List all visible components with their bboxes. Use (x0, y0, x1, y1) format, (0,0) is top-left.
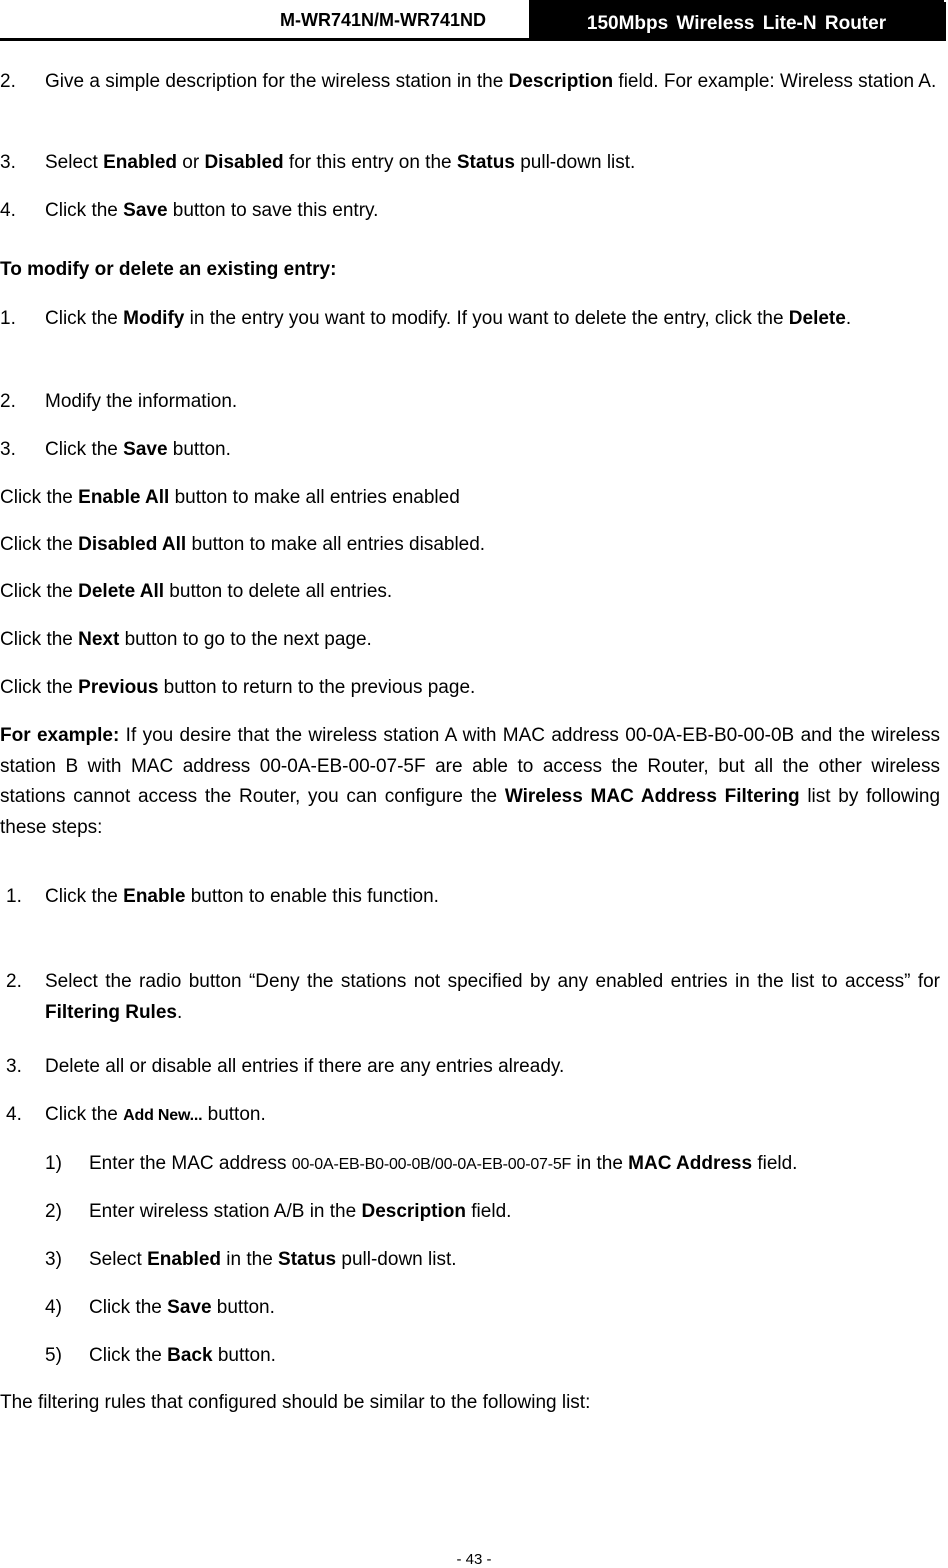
substep-number: 5) (45, 1345, 62, 1366)
text-run: Enter the MAC address (89, 1153, 292, 1174)
text-run: button to save this entry. (167, 200, 379, 221)
bold-term: For example: (0, 725, 120, 746)
text-run: Click the (89, 1297, 168, 1318)
bold-term: Disabled (204, 152, 284, 173)
bold-term: Enable (123, 886, 186, 907)
bold-term: Enable All (78, 487, 170, 508)
instruction-line (0, 482, 940, 513)
header-rule (0, 38, 946, 41)
text-run: field. (466, 1201, 512, 1222)
bold-term: Back (167, 1345, 213, 1366)
bold-term: Wireless MAC Address Filtering (504, 786, 800, 807)
substep-number: 2) (45, 1201, 62, 1222)
text-run: If you desire that the wireless station A with MAC address 00-0A-EB-B0-00-0B and the wireless station B with MAC address 00-0A-EB-00-07-5F are able to access the Router, but all the other wireless stations cannot access the Router, you can configure the (0, 725, 940, 807)
substep-number: 1) (45, 1153, 62, 1174)
text-run: Click the (0, 487, 79, 508)
text-run: in the (221, 1249, 279, 1270)
instruction-line (0, 576, 940, 607)
bold-term: Save (123, 439, 168, 460)
text-run: Click the (45, 200, 124, 221)
step-number: 1. (0, 308, 16, 329)
text-run: button to delete all entries. (164, 581, 393, 602)
text-run: in the (571, 1153, 629, 1174)
text-run: . (176, 1002, 183, 1023)
text-run: Select the radio button “Deny the stations not specified by any enabled entries in the list to access” for (45, 971, 940, 992)
text-run: list by following these steps: (0, 786, 941, 838)
substep-text (89, 1340, 940, 1371)
text-run: button. (167, 439, 231, 460)
step-text (45, 195, 940, 226)
step-text (45, 966, 940, 1028)
text-run: Click the (45, 1104, 124, 1125)
step-text (45, 1051, 940, 1082)
text-run: for this entry on the (283, 152, 457, 173)
text-run: Delete all or disable all entries if there are any entries already. (45, 1056, 565, 1077)
substep-text (89, 1292, 940, 1323)
bold-term: Filtering Rules (45, 1002, 177, 1023)
bold-term: Disabled All (78, 534, 187, 555)
bold-term: Delete All (78, 581, 165, 602)
bold-term: Description (361, 1201, 466, 1222)
text-run: Click the (45, 308, 124, 329)
bold-term: Delete (788, 308, 846, 329)
step-text (45, 147, 940, 178)
text-run: Select (45, 152, 104, 173)
substep-text (89, 1148, 940, 1180)
product-name: 150Mbps Wireless Lite-N Router (529, 0, 944, 39)
bold-term: Enabled (103, 152, 177, 173)
bold-term: Previous (78, 677, 159, 698)
text-run: in the entry you want to modify. If you want to delete the entry, click the (184, 308, 789, 329)
step-text (45, 66, 940, 97)
bold-term: Modify (123, 308, 185, 329)
bold-term: Status (456, 152, 515, 173)
text-run: Click the (0, 581, 79, 602)
bold-term: Enabled (147, 1249, 221, 1270)
instruction-line (0, 672, 940, 703)
text-run: pull-down list. (514, 152, 636, 173)
text-run: Click the (45, 439, 124, 460)
bold-term: Status (278, 1249, 337, 1270)
mac-address-value: 00-0A-EB-B0-00-0B/00-0A-EB-00-07-5F (291, 1156, 572, 1173)
text-run: Click the (0, 534, 79, 555)
text-run: button. (202, 1104, 266, 1125)
text-run: Click the (89, 1345, 168, 1366)
button-label-term: Add New... (123, 1107, 203, 1124)
text-run: pull-down list. (336, 1249, 457, 1270)
step-number: 1. (6, 886, 22, 907)
model-name: M-WR741N/M-WR741ND (279, 10, 486, 30)
page-number: - 43 - (456, 1551, 492, 1568)
text-run: Enter wireless station A/B in the (89, 1201, 362, 1222)
text-run: Give a simple description for the wireless station in the (45, 71, 509, 92)
step-text (45, 386, 940, 417)
text-run: Click the (0, 629, 79, 650)
step-text (45, 434, 940, 465)
text-run: button to go to the next page. (119, 629, 372, 650)
substep-text (89, 1196, 940, 1227)
section-heading: To modify or delete an existing entry: (0, 259, 337, 280)
text-run: button to make all entries enabled (169, 487, 460, 508)
example-paragraph (0, 721, 940, 843)
step-text (45, 1099, 940, 1131)
closing-paragraph: The filtering rules that configured should be similar to the following list: (0, 1392, 591, 1413)
substep-text (89, 1244, 940, 1275)
text-run: button to make all entries disabled. (186, 534, 486, 555)
text-run: Modify the information. (45, 391, 238, 412)
step-number: 4. (6, 1104, 22, 1125)
bold-term: Next (78, 629, 120, 650)
bold-term: MAC Address (628, 1153, 753, 1174)
text-run: . (845, 308, 852, 329)
instruction-line (0, 624, 940, 655)
page-header (0, 0, 948, 40)
text-run: button to enable this function. (185, 886, 439, 907)
substep-number: 3) (45, 1249, 62, 1270)
step-text (45, 881, 940, 912)
text-run: field. For example: Wireless station A. (613, 71, 937, 92)
step-number: 3. (0, 152, 16, 173)
instruction-line (0, 529, 940, 560)
header-tick (944, 2, 946, 40)
text-run: Select (89, 1249, 148, 1270)
text-run: or (177, 152, 205, 173)
step-number: 2. (0, 71, 16, 92)
text-run: field. (752, 1153, 798, 1174)
step-number: 2. (0, 391, 16, 412)
text-run: button. (211, 1297, 275, 1318)
text-run: Click the (0, 677, 79, 698)
step-number: 3. (0, 439, 16, 460)
step-text (45, 303, 940, 334)
step-number: 2. (6, 971, 22, 992)
text-run: button to return to the previous page. (158, 677, 476, 698)
step-number: 3. (6, 1056, 22, 1077)
step-number: 4. (0, 200, 16, 221)
bold-term: Description (508, 71, 614, 92)
text-run: Click the (45, 886, 124, 907)
text-run: button. (212, 1345, 276, 1366)
substep-number: 4) (45, 1297, 62, 1318)
bold-term: Save (167, 1297, 212, 1318)
bold-term: Save (123, 200, 168, 221)
